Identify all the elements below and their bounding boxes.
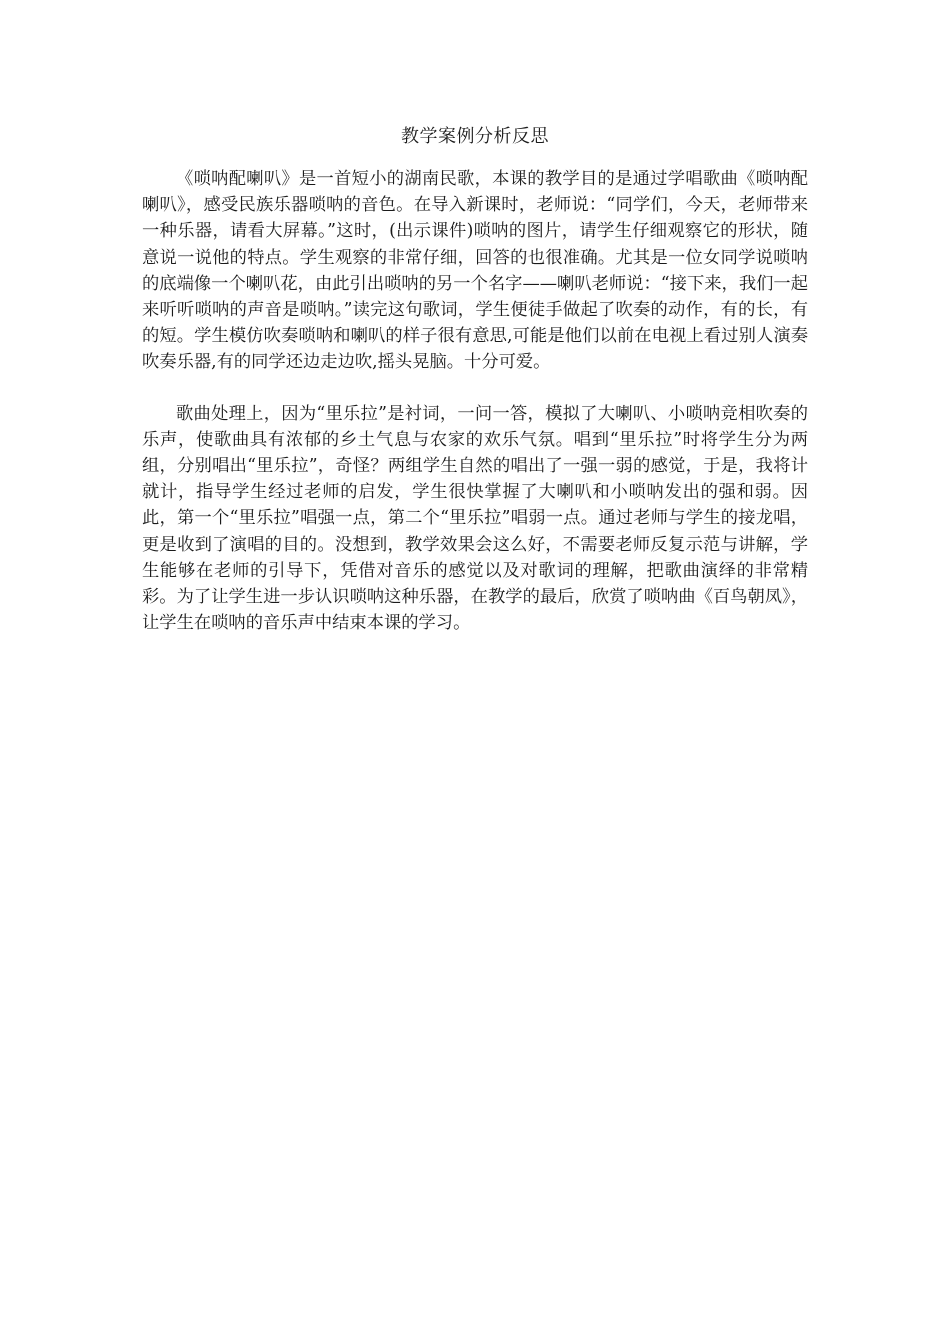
document-title: 教学案例分析反思 <box>401 126 549 147</box>
paragraph-1: 《唢呐配喇叭》是一首短小的湖南民歌，本课的教学目的是通过学唱歌曲《唢呐配喇叭》，感受民族乐器唢呐的音色。在导入新课时，老师说：“同学们，今天，老师带来一种乐器，请看大屏幕。”这时，(出示课件)唢呐的图片，请学生仔细观察它的形状，随意说一说他的特点。学生观察的非常仔细，回答的也很准确。尤其是一位女同学说唢呐的底端像一个喇叭花，由此引出唢呐的另一个名字——喇叭老师说：“接下来，我们一起来听听唢呐的声音是唢呐。”读完这句歌词，学生便徒手做起了吹奏的动作，有的长，有的短。学生模仿吹奏唢呐和喇叭的样子很有意思,可能是他们以前在电视上看过别人演奏吹奏乐器,有的同学还边走边吹,摇头晃脑。十分可爱。 <box>142 169 808 373</box>
paragraph-2: 歌曲处理上，因为“里乐拉”是衬词，一问一答，模拟了大喇叭、小唢呐竞相吹奏的乐声，使歌曲具有浓郁的乡土气息与农家的欢乐气氛。唱到“里乐拉”时将学生分为两组，分别唱出“里乐拉”，奇怪？两组学生自然的唱出了一强一弱的感觉，于是，我将计就计，指导学生经过老师的启发，学生很快掌握了大喇叭和小唢呐发出的强和弱。因此，第一个“里乐拉”唱强一点，第二个“里乐拉”唱弱一点。通过老师与学生的接龙唱，更是收到了演唱的目的。没想到，教学效果会这么好，不需要老师反复示范与讲解，学生能够在老师的引导下，凭借对音乐的感觉以及对歌词的理解，把歌曲演绎的非常精彩。为了让学生进一步认识唢呐这种乐器，在教学的最后，欣赏了唢呐曲《百鸟朝凤》，让学生在唢呐的音乐声中结束本课的学习。 <box>142 403 808 634</box>
document-body <box>142 166 808 636</box>
